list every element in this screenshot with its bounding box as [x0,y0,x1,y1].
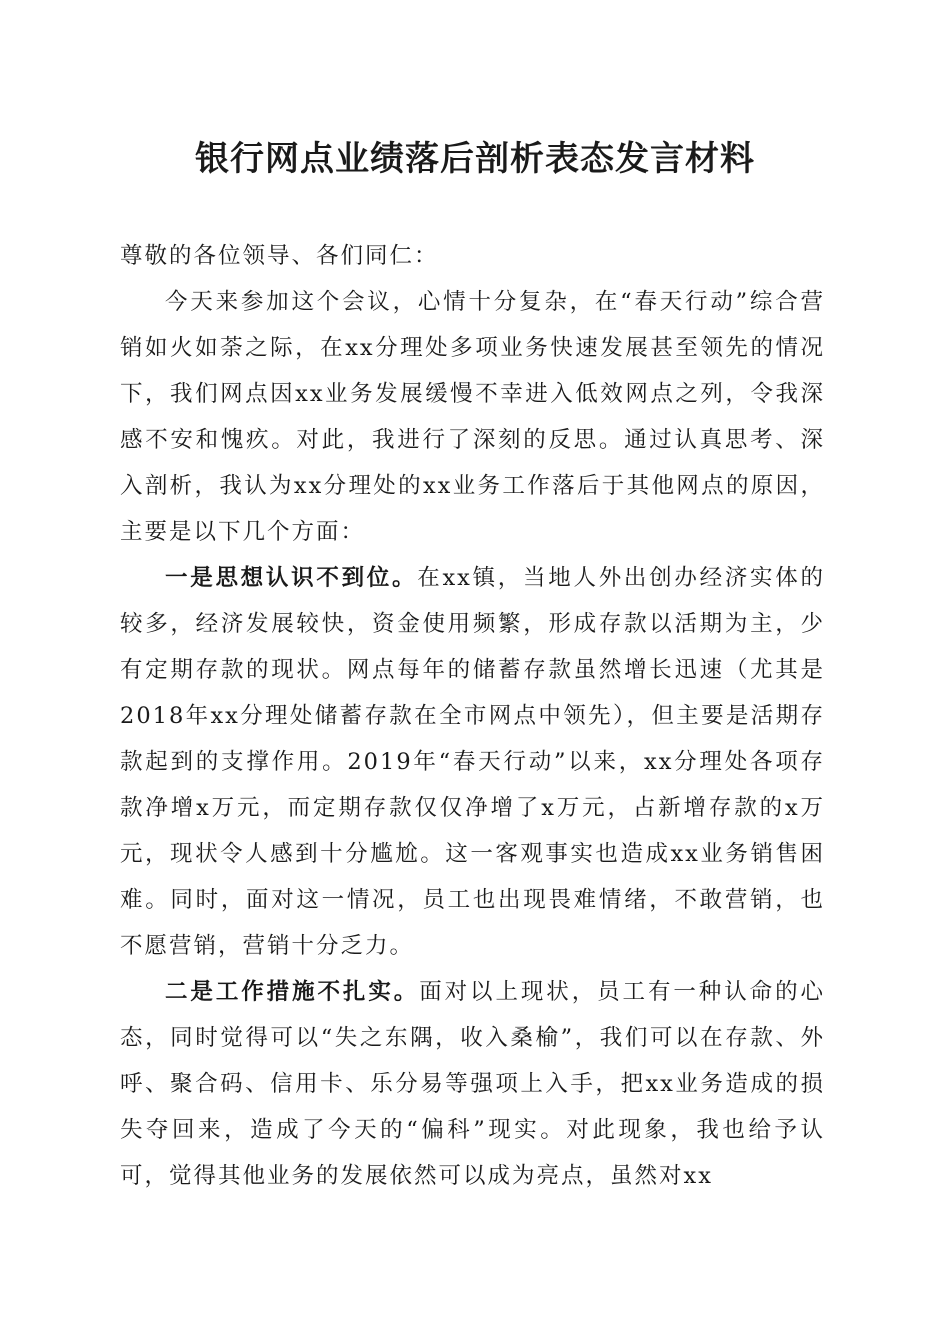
paragraph-text: 今天来参加这个会议，心情十分复杂，在“春天行动”综合营销如火如荼之际，在xx分理处多项业务快速发展甚至领先的情况下，我们网点因xx业务发展缓慢不幸进入低效网点之列，令我深感不安和愧疚。对此，我进行了深刻的反思。通过认真思考、深入剖析，我认为xx分理处的xx业务工作落后于其他网点的原因，主要是以下几个方面： [120,289,825,545]
paragraph-lead: 二是工作措施不扎实。 [165,979,420,1005]
paragraph-text: 在xx镇，当地人外出创办经济实体的较多，经济发展较快，资金使用频繁，形成存款以活期为主，少有定期存款的现状。网点每年的储蓄存款虽然增长迅速（尤其是2018年xx分理处储蓄存款在全市网点中领先），但主要是活期存款起到的支撑作用。2019年“春天行动”以来，xx分理处各项存款净增x万元，而定期存款仅仅净增了x万元，占新增存款的x万元，现状令人感到十分尴尬。这一客观事实也造成xx业务销售困难。同时，面对这一情况，员工也出现畏难情绪，不敢营销，也不愿营销，营销十分乏力。 [120,565,825,959]
document-title: 银行网点业绩落后剖析表态发言材料 [195,139,755,179]
document-body [120,233,825,1199]
paragraph-point-1 [120,555,825,969]
paragraph-text: 面对以上现状，员工有一种认命的心态，同时觉得可以“失之东隅，收入桑榆”，我们可以在存款、外呼、聚合码、信用卡、乐分易等强项上入手，把xx业务造成的损失夺回来，造成了今天的“偏科”现实。对此现象，我也给予认可，觉得其他业务的发展依然可以成为亮点，虽然对xx [120,979,825,1189]
paragraph-lead: 一是思想认识不到位。 [165,565,418,591]
paragraph-intro [120,279,825,555]
salutation: 尊敬的各位领导、各们同仁： [120,243,439,269]
paragraph-point-2 [120,969,825,1199]
